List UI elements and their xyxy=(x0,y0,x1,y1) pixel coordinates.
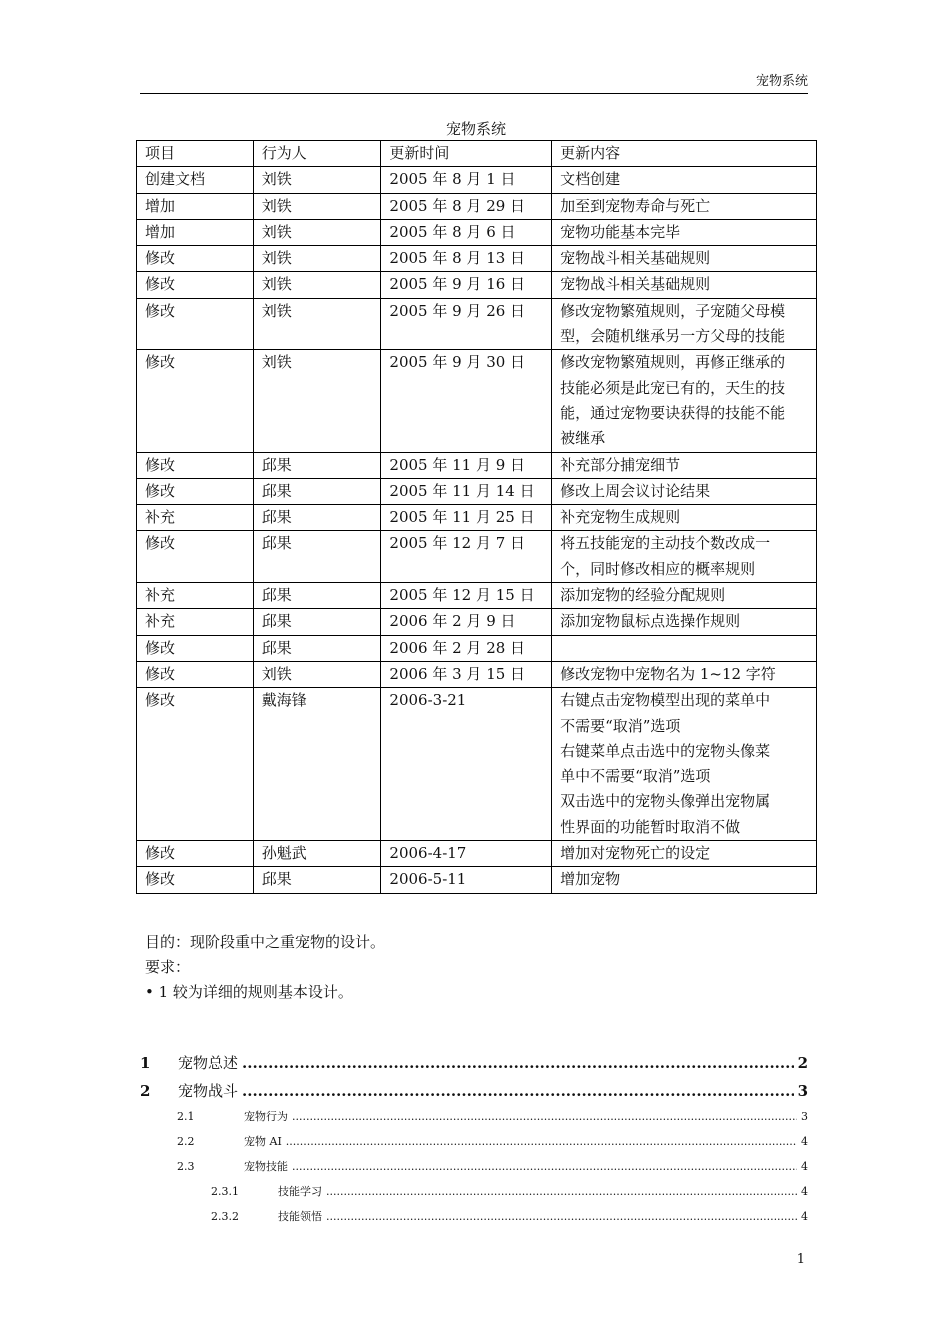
table-row xyxy=(137,478,817,504)
cell-date: 2006 年 2 月 28 日 xyxy=(381,635,552,661)
cell-person: 刘铁 xyxy=(253,272,381,298)
cell-person: 邱果 xyxy=(253,583,381,609)
cell-content xyxy=(552,531,817,583)
cell-person: 邱果 xyxy=(253,609,381,635)
toc-title: 技能学习 xyxy=(278,1185,322,1198)
cell-content-line: 增加宠物 xyxy=(560,870,621,889)
cell-item: 修改 xyxy=(137,661,254,687)
cell-content xyxy=(552,246,817,272)
cell-content-line: 补充宠物生成规则 xyxy=(560,508,681,527)
toc-number: 2.2 xyxy=(177,1135,195,1148)
cell-person: 刘铁 xyxy=(253,219,381,245)
cell-content xyxy=(552,867,817,893)
cell-item: 修改 xyxy=(137,867,254,893)
cell-date: 2006-5-11 xyxy=(381,867,552,893)
table-row xyxy=(137,505,817,531)
toc-page-number: 4 xyxy=(801,1210,808,1223)
cell-person: 孙魁武 xyxy=(253,841,381,867)
table-row xyxy=(137,298,817,350)
table-row xyxy=(137,661,817,687)
cell-content-line: 宠物功能基本完毕 xyxy=(560,222,681,241)
cell-item: 修改 xyxy=(137,350,254,452)
cell-item: 创建文档 xyxy=(137,167,254,193)
cell-content xyxy=(552,219,817,245)
toc-number: 1 xyxy=(140,1054,151,1072)
cell-date: 2006-4-17 xyxy=(381,841,552,867)
table-row xyxy=(137,841,817,867)
cell-date: 2005 年 9 月 16 日 xyxy=(381,272,552,298)
cell-date: 2005 年 12 月 7 日 xyxy=(381,531,552,583)
toc-dot-leader xyxy=(286,1135,797,1148)
cell-content xyxy=(552,298,817,350)
toc-entry[interactable] xyxy=(140,1080,808,1108)
cell-content-line: 个，同时修改相应的概率规则 xyxy=(560,559,756,578)
cell-person: 邱果 xyxy=(253,531,381,583)
cell-content-line: 增加对宠物死亡的设定 xyxy=(560,844,711,863)
cell-person: 邱果 xyxy=(253,635,381,661)
cell-person: 刘铁 xyxy=(253,246,381,272)
toc-title: 宠物总述 xyxy=(178,1054,239,1072)
toc-number: 2.3.2 xyxy=(211,1210,239,1223)
cell-content-line: 宠物战斗相关基础规则 xyxy=(560,275,711,294)
table-row xyxy=(137,583,817,609)
toc-dot-leader xyxy=(292,1110,797,1123)
cell-date: 2006 年 2 月 9 日 xyxy=(381,609,552,635)
cell-item: 增加 xyxy=(137,219,254,245)
toc-dot-leader xyxy=(326,1210,797,1223)
toc-entry[interactable] xyxy=(140,1208,808,1233)
toc-title: 宠物技能 xyxy=(244,1160,288,1173)
cell-item: 修改 xyxy=(137,272,254,298)
revision-history-table xyxy=(136,140,817,894)
cell-content xyxy=(552,583,817,609)
cell-content-line: 右键点击宠物模型出现的菜单中 xyxy=(560,691,771,710)
cell-content-line: 添加宠物鼠标点选操作规则 xyxy=(560,612,741,631)
cell-item: 修改 xyxy=(137,531,254,583)
cell-content-line: 不需要“取消”选项 xyxy=(560,716,681,735)
running-header: 宠物系统 xyxy=(140,70,808,94)
toc-entry[interactable] xyxy=(140,1183,808,1208)
cell-item: 修改 xyxy=(137,478,254,504)
cell-date: 2005 年 9 月 26 日 xyxy=(381,298,552,350)
cell-date: 2005 年 8 月 13 日 xyxy=(381,246,552,272)
cell-person: 刘铁 xyxy=(253,350,381,452)
toc-page-number: 4 xyxy=(801,1185,808,1198)
cell-content xyxy=(552,841,817,867)
toc-entry[interactable] xyxy=(140,1052,808,1080)
cell-date: 2005 年 8 月 6 日 xyxy=(381,219,552,245)
cell-date: 2006 年 3 月 15 日 xyxy=(381,661,552,687)
toc-number: 2.3.1 xyxy=(211,1185,239,1198)
toc-page-number: 3 xyxy=(797,1082,808,1100)
toc-number: 2.3 xyxy=(177,1160,195,1173)
cell-date: 2005 年 8 月 1 日 xyxy=(381,167,552,193)
table-row xyxy=(137,531,817,583)
cell-content xyxy=(552,635,817,661)
cell-person: 刘铁 xyxy=(253,193,381,219)
table-row xyxy=(137,246,817,272)
cell-content xyxy=(552,661,817,687)
cell-date: 2005 年 11 月 9 日 xyxy=(381,452,552,478)
cell-content-line: 文档创建 xyxy=(560,170,621,189)
toc-dot-leader xyxy=(242,1082,794,1100)
page-number: 1 xyxy=(796,1252,805,1267)
cell-content-line: 修改上周会议讨论结果 xyxy=(560,481,711,500)
requirements-label: 要求： xyxy=(145,958,191,976)
requirement-item: • 1 较为详细的规则基本设计。 xyxy=(145,983,353,1001)
cell-date: 2005 年 11 月 14 日 xyxy=(381,478,552,504)
cell-content xyxy=(552,193,817,219)
column-header-person: 行为人 xyxy=(253,141,381,167)
toc-page-number: 4 xyxy=(801,1160,808,1173)
cell-content xyxy=(552,505,817,531)
cell-content-line: 型，会随机继承另一方父母的技能 xyxy=(560,327,786,346)
toc-entry[interactable] xyxy=(140,1108,808,1133)
cell-date: 2006-3-21 xyxy=(381,688,552,841)
cell-item: 增加 xyxy=(137,193,254,219)
cell-content-line: 技能必须是此宠已有的，天生的技 xyxy=(560,378,786,397)
cell-item: 补充 xyxy=(137,609,254,635)
table-row xyxy=(137,688,817,841)
cell-content xyxy=(552,688,817,841)
toc-dot-leader xyxy=(292,1160,797,1173)
column-header-item: 项目 xyxy=(137,141,254,167)
cell-item: 补充 xyxy=(137,505,254,531)
column-header-content: 更新内容 xyxy=(552,141,817,167)
column-header-date: 更新时间 xyxy=(381,141,552,167)
table-row xyxy=(137,219,817,245)
table-caption: 宠物系统 xyxy=(445,120,506,138)
cell-person: 戴海锋 xyxy=(253,688,381,841)
cell-item: 修改 xyxy=(137,688,254,841)
cell-item: 修改 xyxy=(137,298,254,350)
toc-title: 技能领悟 xyxy=(278,1210,322,1223)
cell-content-line: 加至到宠物寿命与死亡 xyxy=(560,196,711,215)
table-row xyxy=(137,272,817,298)
intro-section xyxy=(145,930,385,1005)
cell-person: 刘铁 xyxy=(253,298,381,350)
cell-content xyxy=(552,478,817,504)
table-row xyxy=(137,635,817,661)
cell-item: 修改 xyxy=(137,246,254,272)
toc-title: 宠物行为 xyxy=(244,1110,288,1123)
toc-title: 宠物 AI xyxy=(244,1135,282,1148)
cell-content-line: 能，通过宠物要诀获得的技能不能 xyxy=(560,403,786,422)
cell-content-line: 添加宠物的经验分配规则 xyxy=(560,586,726,605)
table-header-row xyxy=(137,141,817,167)
toc-title: 宠物战斗 xyxy=(178,1082,239,1100)
toc-dot-leader xyxy=(242,1054,794,1072)
cell-person: 刘铁 xyxy=(253,167,381,193)
cell-content xyxy=(552,350,817,452)
cell-content-line: 将五技能宠的主动技个数改成一 xyxy=(560,534,771,553)
cell-content-line: 被继承 xyxy=(560,429,606,448)
table-row xyxy=(137,452,817,478)
cell-content-line: 修改宠物繁殖规则，再修正继承的 xyxy=(560,353,786,372)
cell-date: 2005 年 11 月 25 日 xyxy=(381,505,552,531)
table-row xyxy=(137,167,817,193)
cell-item: 修改 xyxy=(137,452,254,478)
table-of-contents xyxy=(140,1052,808,1233)
purpose-text: 目的：现阶段重中之重宠物的设计。 xyxy=(145,933,386,951)
cell-content-line: 单中不需要“取消”选项 xyxy=(560,767,711,786)
toc-entry[interactable] xyxy=(140,1158,808,1183)
cell-content-line: 右键菜单点击选中的宠物头像菜 xyxy=(560,741,771,760)
cell-content-line: 修改宠物中宠物名为 1~12 字符 xyxy=(560,664,776,683)
cell-item: 补充 xyxy=(137,583,254,609)
cell-item: 修改 xyxy=(137,635,254,661)
cell-content xyxy=(552,609,817,635)
cell-content-line: 补充部分捕宠细节 xyxy=(560,455,681,474)
toc-number: 2.1 xyxy=(177,1110,195,1123)
toc-page-number: 2 xyxy=(797,1054,808,1072)
toc-entry[interactable] xyxy=(140,1133,808,1158)
cell-person: 邱果 xyxy=(253,452,381,478)
cell-date: 2005 年 8 月 29 日 xyxy=(381,193,552,219)
toc-number: 2 xyxy=(140,1082,151,1100)
cell-content xyxy=(552,167,817,193)
cell-date: 2005 年 12 月 15 日 xyxy=(381,583,552,609)
toc-page-number: 4 xyxy=(801,1135,808,1148)
cell-content-line: 宠物战斗相关基础规则 xyxy=(560,249,711,268)
cell-person: 邱果 xyxy=(253,505,381,531)
cell-date: 2005 年 9 月 30 日 xyxy=(381,350,552,452)
cell-content-line: 双击选中的宠物头像弹出宠物属 xyxy=(560,792,771,811)
table-row xyxy=(137,350,817,452)
cell-content-line: 性界面的功能暂时取消不做 xyxy=(560,817,741,836)
cell-person: 刘铁 xyxy=(253,661,381,687)
toc-page-number: 3 xyxy=(801,1110,808,1123)
table-row xyxy=(137,609,817,635)
cell-item: 修改 xyxy=(137,841,254,867)
cell-content-line: 修改宠物繁殖规则，子宠随父母模 xyxy=(560,301,786,320)
cell-content xyxy=(552,452,817,478)
toc-dot-leader xyxy=(326,1185,797,1198)
table-row xyxy=(137,193,817,219)
table-row xyxy=(137,867,817,893)
cell-content xyxy=(552,272,817,298)
cell-person: 邱果 xyxy=(253,867,381,893)
revision-history-body xyxy=(137,141,817,894)
cell-person: 邱果 xyxy=(253,478,381,504)
